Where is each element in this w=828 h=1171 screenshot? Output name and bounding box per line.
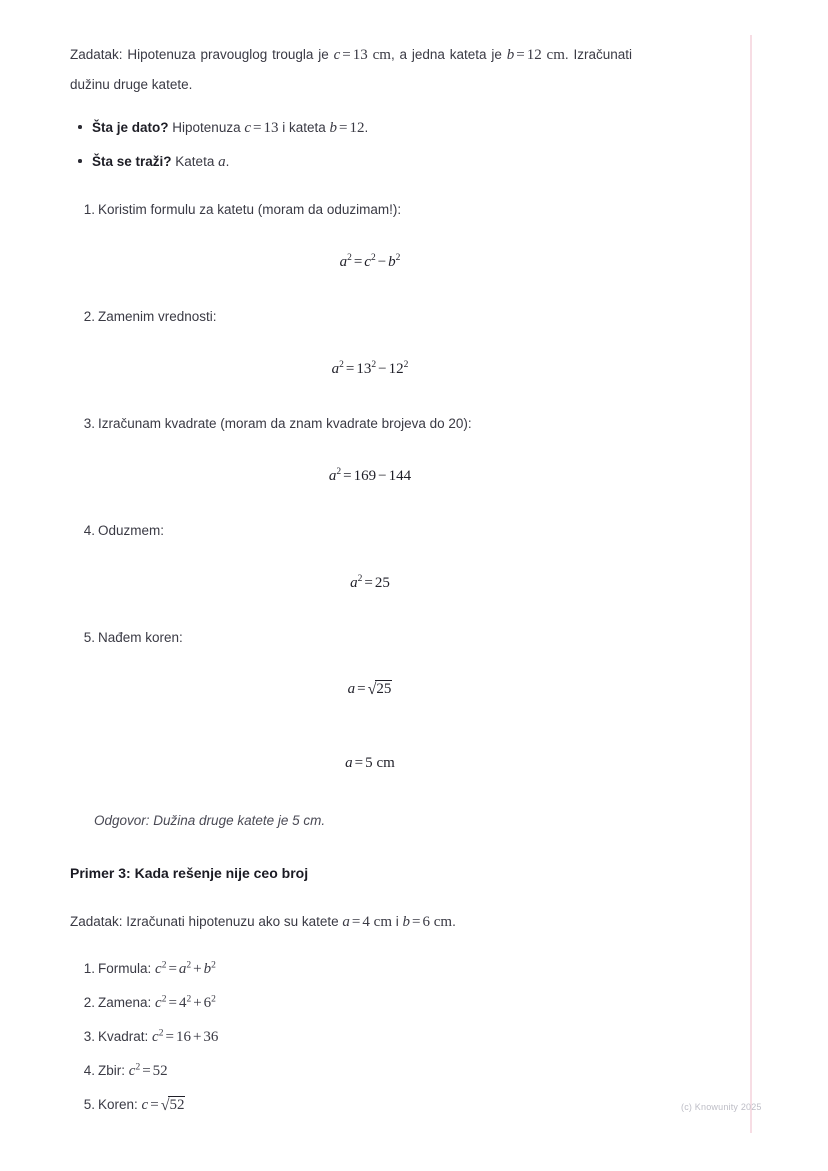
formula-final (70, 754, 670, 772)
s2-4: 4 (178, 995, 187, 1011)
step-formula (152, 1029, 218, 1044)
formula-1 (70, 253, 670, 271)
formula-4 (70, 574, 670, 592)
s3-16: 16 (175, 1029, 191, 1045)
value-6-task: 6 (422, 914, 430, 930)
f4-a-exp: 2 (357, 573, 363, 584)
answer-line: Odgovor: Dužina druge katete je 5 cm. (94, 813, 326, 828)
var-a-given: a (218, 154, 226, 170)
section-step-2 (70, 993, 670, 1013)
ff-cm: cm (376, 755, 395, 771)
f3-a-exp: 2 (336, 466, 342, 477)
list-item (70, 117, 670, 139)
s3-eq: = (165, 1029, 174, 1045)
step-number: 5. (83, 1097, 95, 1112)
f3-eq: = (343, 468, 352, 484)
f3-144: 144 (388, 468, 412, 484)
f2-13-exp: 2 (371, 359, 377, 370)
task-text-tail: . (452, 914, 456, 929)
s2-c: c (155, 995, 162, 1011)
f5-radicand: 25 (376, 681, 392, 697)
s1-b-exp: 2 (211, 960, 216, 971)
s4-c: c (128, 1063, 136, 1079)
givens-list (70, 117, 670, 173)
formula-2 (70, 360, 670, 378)
task-text-lead: Zadatak: Izračunati hipotenuzu ako su katete (70, 914, 343, 929)
section-steps-list (70, 959, 670, 1116)
formula-3 (70, 467, 670, 485)
s1-b: b (203, 961, 212, 977)
eq-sign-2: = (516, 47, 525, 63)
f4-a: a (350, 575, 358, 591)
f3-a: a (328, 468, 337, 484)
sqrt-25 (368, 680, 393, 699)
section-step-3 (70, 1027, 670, 1047)
s2-plus: + (193, 995, 202, 1011)
step-formula (129, 1063, 168, 1078)
step-2 (70, 306, 670, 327)
intro-text-mid: , a jedna kateta je (390, 47, 507, 62)
step-text: Koristim formulu za katetu (moram da oduzimam!): (98, 202, 402, 217)
step-number: 5. (83, 630, 95, 645)
step-label: Zbir: (98, 1063, 125, 1078)
step-number: 3. (83, 416, 95, 431)
value-12: 12 (526, 47, 542, 63)
f1-c-exp: 2 (370, 252, 376, 263)
intro-text-tail: . Izračunati dužinu druge katete. (70, 47, 632, 92)
intro-paragraph (70, 40, 632, 99)
f5-eq: = (357, 681, 366, 697)
section-step-1 (70, 959, 670, 979)
given-text-mid: i kateta (278, 120, 330, 135)
s1-c-exp: 2 (161, 960, 167, 971)
f1-b: b (388, 254, 396, 270)
var-a-task: a (342, 914, 350, 930)
eq-sign: = (342, 47, 351, 63)
given-text-kateta: Kateta (175, 154, 219, 169)
sqrt-52 (161, 1095, 186, 1116)
s5-eq: = (150, 1097, 159, 1113)
step-number: 1. (83, 202, 95, 217)
f2-12: 12 (388, 361, 404, 377)
given-text-tail: . (364, 120, 369, 135)
section-step-4 (70, 1061, 670, 1081)
f2-13: 13 (356, 361, 372, 377)
step-formula (155, 995, 216, 1010)
var-b-task: b (402, 914, 410, 930)
step-label: Zamena: (98, 995, 152, 1010)
ff-a: a (345, 755, 353, 771)
step-number: 4. (83, 1063, 95, 1078)
s2-c-exp: 2 (161, 994, 167, 1005)
step-number: 3. (83, 1029, 95, 1044)
step-text: Nađem koren: (98, 630, 183, 645)
f4-eq: = (364, 575, 373, 591)
s4-52: 52 (152, 1063, 168, 1079)
step-number: 4. (83, 523, 95, 538)
value-13-given: 13 (263, 120, 279, 136)
eq-task-2: = (412, 914, 421, 930)
s4-eq: = (142, 1063, 151, 1079)
eq-task-1: = (351, 914, 361, 930)
step-label: Formula: (98, 961, 152, 976)
unit-cm-3: cm (373, 914, 392, 930)
ff-5: 5 (365, 755, 373, 771)
f1-eq: = (353, 254, 363, 270)
step-4 (70, 520, 670, 541)
f1-c: c (364, 254, 371, 270)
f2-minus: − (378, 361, 387, 377)
section-task (70, 907, 670, 937)
eq-sign-4: = (339, 120, 348, 136)
step-number: 2. (83, 309, 95, 324)
s2-4-exp: 2 (186, 994, 192, 1005)
s2-6: 6 (203, 995, 212, 1011)
eq-sign-3: = (253, 120, 262, 136)
value-13: 13 (352, 47, 368, 63)
given-period: . (225, 154, 230, 169)
step-number: 1. (83, 961, 95, 976)
step-text: Zamenim vrednosti: (98, 309, 217, 324)
step-text: Izračunam kvadrate (moram da znam kvadrate brojeva do 20): (98, 416, 472, 431)
f2-eq: = (345, 361, 355, 377)
document-content (70, 40, 670, 1116)
s2-6-exp: 2 (211, 994, 216, 1005)
s1-a-exp: 2 (186, 960, 192, 971)
radical-icon: √ (367, 681, 377, 698)
step-5 (70, 627, 670, 648)
page-edge-rule (750, 35, 752, 1133)
step-formula (155, 961, 216, 976)
s1-plus: + (193, 961, 202, 977)
step-formula (142, 1097, 186, 1112)
unit-cm-2: cm (546, 47, 565, 63)
step-3 (70, 413, 670, 434)
formula-5 (70, 680, 670, 699)
unit-cm-4: cm (433, 914, 453, 930)
f5-a: a (347, 681, 356, 697)
solution-steps (70, 199, 670, 772)
s3-c: c (152, 1029, 159, 1045)
step-text: Oduzmem: (98, 523, 165, 538)
s3-36: 36 (203, 1029, 219, 1045)
s5-c: c (141, 1097, 149, 1113)
s2-eq: = (168, 995, 177, 1011)
var-c: c (333, 47, 341, 63)
f2-12-exp: 2 (403, 359, 409, 370)
radical-icon: √ (160, 1097, 170, 1114)
step-1 (70, 199, 670, 220)
ff-eq: = (354, 755, 364, 771)
s1-a: a (178, 961, 187, 977)
f4-25: 25 (374, 575, 390, 591)
s1-c: c (155, 961, 162, 977)
step-label: Kvadrat: (98, 1029, 149, 1044)
value-12-given: 12 (349, 120, 365, 136)
given-label-trazi: Šta se traži? (92, 154, 172, 169)
unit-cm: cm (372, 47, 391, 63)
step-number: 2. (83, 995, 95, 1010)
s3-c-exp: 2 (158, 1028, 164, 1039)
task-text-mid: i (391, 914, 403, 929)
f1-a-exp: 2 (347, 252, 352, 263)
f3-minus: − (378, 468, 387, 484)
var-c-given: c (244, 120, 252, 136)
section-heading: Primer 3: Kada rešenje nije ceo broj (70, 865, 309, 881)
var-b: b (506, 47, 515, 63)
given-text-lead: Hipotenuza (172, 120, 245, 135)
step-label: Koren: (98, 1097, 138, 1112)
given-label-dato: Šta je dato? (92, 120, 169, 135)
s5-radicand: 52 (169, 1097, 185, 1113)
s1-eq: = (168, 961, 177, 977)
f1-b-exp: 2 (395, 252, 401, 263)
f1-minus: − (377, 254, 387, 270)
intro-text-lead: Zadatak: Hipotenuza pravouglog trougla je (70, 47, 334, 62)
watermark-footer: (c) Knowunity 2025 (681, 1102, 762, 1112)
section-step-5 (70, 1095, 670, 1116)
value-4-task: 4 (362, 914, 370, 930)
f2-a-exp: 2 (339, 359, 344, 370)
f1-a: a (339, 254, 348, 270)
s4-c-exp: 2 (135, 1062, 141, 1073)
var-b-given: b (329, 120, 338, 136)
f3-169: 169 (353, 468, 377, 484)
f2-a: a (331, 361, 340, 377)
s3-plus: + (192, 1029, 202, 1045)
list-item (70, 151, 670, 173)
